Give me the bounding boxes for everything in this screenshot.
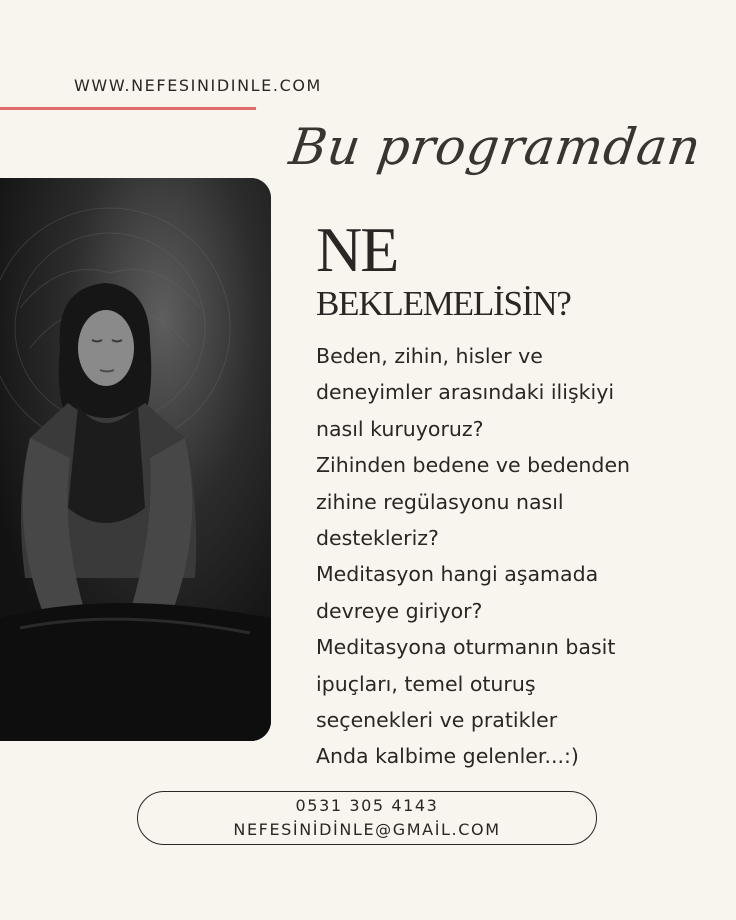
description-line: zihine regülasyonu nasıl xyxy=(316,489,564,514)
meditation-photo xyxy=(0,178,271,741)
description-line: devreye giriyor? xyxy=(316,598,483,623)
heading-beklemelisin: BEKLEMELİSİN? xyxy=(316,284,571,323)
meditating-woman-illustration xyxy=(0,178,271,741)
heading-ne: NE xyxy=(316,214,398,285)
description-line: Meditasyon hangi aşamada xyxy=(316,562,599,587)
email-address[interactable]: NEFESİNİDİNLE@GMAİL.COM xyxy=(233,820,501,839)
description-line: nasıl kuruyoruz? xyxy=(316,416,484,441)
program-description xyxy=(316,338,726,775)
script-title: Bu programdan xyxy=(285,118,706,176)
description-line: Zihinden bedene ve bedenden xyxy=(316,453,631,478)
description-line: Beden, zihin, hisler ve xyxy=(316,344,543,368)
website-url[interactable]: WWW.NEFESINIDINLE.COM xyxy=(74,76,322,95)
description-line: deneyimler arasındaki ilişkiyi xyxy=(316,380,615,405)
description-line: Meditasyona oturmanın basit xyxy=(316,635,616,660)
phone-number[interactable]: 0531 305 4143 xyxy=(295,796,439,815)
description-line: seçenekleri ve pratikler xyxy=(316,708,558,733)
description-line: ipuçları, temel oturuş xyxy=(316,671,536,696)
description-line: Anda kalbime gelenler...:) xyxy=(316,744,579,769)
contact-box xyxy=(137,791,597,845)
accent-divider xyxy=(0,107,256,110)
description-line: destekleriz? xyxy=(316,526,439,551)
